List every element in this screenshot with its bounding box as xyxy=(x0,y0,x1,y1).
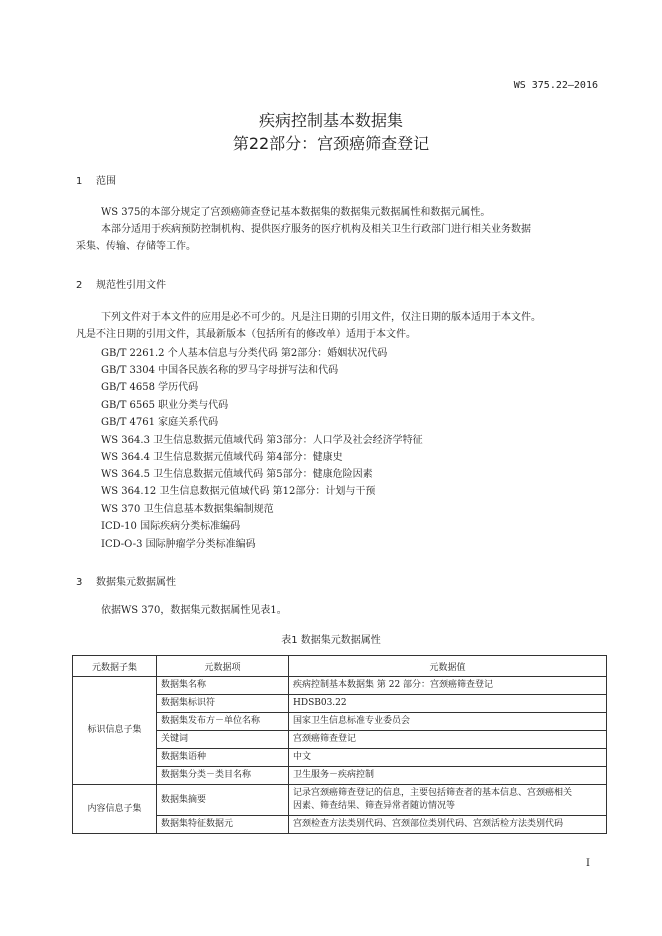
section-1-heading xyxy=(76,172,116,187)
reference-item: GB/T 2261.2 个人基本信息与分类代码 第2部分：婚姻状况代码 xyxy=(101,348,388,359)
metadata-value: HDSB03.22 xyxy=(289,695,607,713)
metadata-item: 数据集语种 xyxy=(157,749,289,767)
metadata-item: 数据集特征数据元 xyxy=(157,816,289,834)
table-header-cell: 元数据项 xyxy=(157,656,289,677)
reference-item: WS 364.4 卫生信息数据元值域代码 第4部分：健康史 xyxy=(101,452,343,463)
table-row xyxy=(73,785,607,816)
metadata-item: 数据集分类－类目名称 xyxy=(157,767,289,785)
section-1-paragraph-1: WS 375的本部分规定了宫颈癌筛查登记基本数据集的数据集元数据属性和数据元属性。 xyxy=(101,207,491,218)
section-1-paragraph-2: 本部分适用于疾病预防控制机构、提供医疗服务的医疗机构及相关卫生行政部门进行相关业务数据 xyxy=(101,224,531,235)
metadata-value xyxy=(289,785,607,816)
table-caption: 表1 数据集元数据属性 xyxy=(281,635,381,646)
metadata-table xyxy=(72,655,607,834)
section-3-heading xyxy=(76,573,176,588)
page-number: I xyxy=(586,858,590,869)
reference-item: WS 364.3 卫生信息数据元值域代码 第3部分：人口学及社会经济学特征 xyxy=(101,435,423,446)
section-number: 1 xyxy=(76,176,83,187)
table-header-cell: 元数据子集 xyxy=(73,656,157,677)
section-title: 数据集元数据属性 xyxy=(96,577,176,588)
metadata-item: 关键词 xyxy=(157,731,289,749)
table-row xyxy=(73,677,607,695)
metadata-value: 卫生服务－疾病控制 xyxy=(289,767,607,785)
section-2-paragraph-1: 下列文件对于本文件的应用是必不可少的。凡是注日期的引用文件，仅注日期的版本适用于本文件。 xyxy=(101,312,541,323)
reference-item: GB/T 4658 学历代码 xyxy=(101,382,199,393)
section-title: 规范性引用文件 xyxy=(96,280,166,291)
reference-item: GB/T 6565 职业分类与代码 xyxy=(101,400,229,411)
metadata-value-line: 因素、筛查结果、筛查异常者随访情况等 xyxy=(293,801,456,811)
document-title: 疾病控制基本数据集 xyxy=(258,111,403,130)
section-2-paragraph-1-cont: 凡是不注日期的引用文件，其最新版本（包括所有的修改单）适用于本文件。 xyxy=(76,329,416,340)
metadata-value: 宫颈检查方法类别代码、宫颈部位类别代码、宫颈活检方法类别代码 xyxy=(289,816,607,834)
reference-item: ICD-O-3 国际肿瘤学分类标准编码 xyxy=(101,539,256,550)
metadata-item: 数据集摘要 xyxy=(157,785,289,816)
reference-item: WS 364.5 卫生信息数据元值域代码 第5部分：健康危险因素 xyxy=(101,469,373,480)
section-1-paragraph-2-cont: 采集、传输、存储等工作。 xyxy=(76,241,196,252)
metadata-value: 宫颈癌筛查登记 xyxy=(289,731,607,749)
metadata-item: 数据集名称 xyxy=(157,677,289,695)
standard-number: WS 375.22—2016 xyxy=(513,80,598,91)
document-subtitle: 第22部分：宫颈癌筛查登记 xyxy=(232,134,430,153)
reference-item: GB/T 4761 家庭关系代码 xyxy=(101,417,219,428)
subset-name: 内容信息子集 xyxy=(73,785,157,834)
section-title: 范围 xyxy=(96,176,116,187)
metadata-item: 数据集发布方－单位名称 xyxy=(157,713,289,731)
reference-item: WS 370 卫生信息基本数据集编制规范 xyxy=(101,504,274,515)
section-number: 2 xyxy=(76,280,83,291)
table-header-row xyxy=(73,656,607,677)
metadata-value: 国家卫生信息标准专业委员会 xyxy=(289,713,607,731)
section-number: 3 xyxy=(76,577,83,588)
metadata-item: 数据集标识符 xyxy=(157,695,289,713)
reference-item: ICD-10 国际疾病分类标准编码 xyxy=(101,521,241,532)
section-3-paragraph-1: 依据WS 370，数据集元数据属性见表1。 xyxy=(101,605,287,616)
reference-item: GB/T 3304 中国各民族名称的罗马字母拼写法和代码 xyxy=(101,365,339,376)
reference-item: WS 364.12 卫生信息数据元值域代码 第12部分：计划与干预 xyxy=(101,486,376,497)
metadata-value: 中文 xyxy=(289,749,607,767)
table-header-cell: 元数据值 xyxy=(289,656,607,677)
subset-name: 标识信息子集 xyxy=(73,677,157,785)
metadata-value-line: 记录宫颈癌筛查登记的信息，主要包括筛查者的基本信息、宫颈癌相关 xyxy=(293,788,573,798)
section-2-heading xyxy=(76,276,166,291)
metadata-value: 疾病控制基本数据集 第 22 部分：宫颈癌筛查登记 xyxy=(289,677,607,695)
